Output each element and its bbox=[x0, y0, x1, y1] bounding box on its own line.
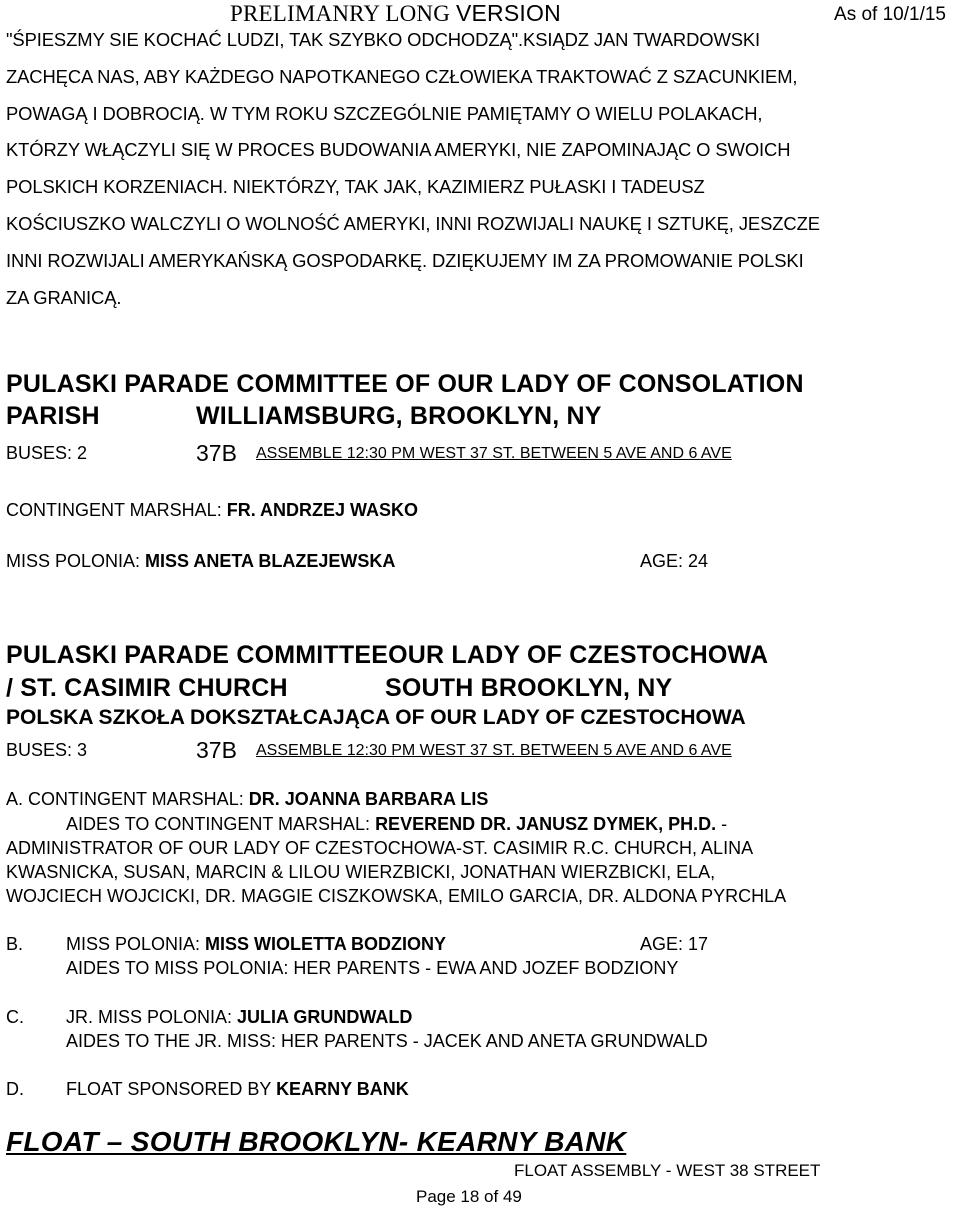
header-date: As of 10/1/15 bbox=[834, 4, 946, 25]
intro-line: ZA GRANICĄ. bbox=[6, 286, 122, 308]
section2-aides-label: AIDES TO CONTINGENT MARSHAL: bbox=[66, 814, 376, 834]
page-number: Page 18 of 49 bbox=[416, 1187, 522, 1206]
section2-c-label: JR. MISS POLONIA: bbox=[66, 1007, 238, 1027]
section1-heading-parish: PARISH bbox=[6, 402, 100, 430]
section2-aides-line: WOJCIECH WOJCICKI, DR. MAGGIE CISZKOWSKA, EMILO GARCIA, DR. ALDONA PYRCHLA bbox=[6, 886, 787, 906]
section2-b-label: MISS POLONIA: bbox=[66, 934, 206, 954]
section1-miss-name: MISS ANETA BLAZEJEWSKA bbox=[145, 551, 396, 571]
section1-miss-age: AGE: 24 bbox=[640, 551, 709, 571]
section2-heading-school: POLSKA SZKOŁA DOKSZTAŁCAJĄCA OF OUR LADY OF CZESTOCHOWA bbox=[6, 706, 746, 729]
header-title-version: VERSION bbox=[455, 0, 561, 26]
section2-aides-name: REVEREND DR. JANUSZ DYMEK, PH.D. bbox=[375, 814, 717, 834]
section1-buses: BUSES: 2 bbox=[6, 443, 88, 463]
float-title: FLOAT – SOUTH BROOKLYN- KEARNY BANK bbox=[6, 1126, 627, 1157]
section1-marshal-label: CONTINGENT MARSHAL: bbox=[6, 500, 227, 520]
section2-a-name: DR. JOANNA BARBARA LIS bbox=[248, 789, 489, 809]
section2-item-b bbox=[66, 934, 446, 955]
float-assembly: FLOAT ASSEMBLY - WEST 38 STREET bbox=[514, 1161, 821, 1180]
section2-buses: BUSES: 3 bbox=[6, 740, 88, 760]
section2-a-label: A. CONTINGENT MARSHAL: bbox=[6, 789, 249, 809]
section1-heading-location: WILLIAMSBURG, BROOKLYN, NY bbox=[196, 402, 602, 430]
section1-heading-line1: PULASKI PARADE COMMITTEE OF OUR LADY OF CONSOLATION bbox=[6, 370, 804, 398]
section2-c-name: JULIA GRUNDWALD bbox=[237, 1007, 413, 1027]
intro-line: KOŚCIUSZKO WALCZYLI O WOLNOŚĆ AMERYKI, INNI ROZWIJALI NAUKĘ I SZTUKĘ, JESZCZE bbox=[6, 212, 820, 234]
section2-heading-location: SOUTH BROOKLYN, NY bbox=[385, 674, 673, 702]
section1-miss-polonia bbox=[6, 551, 395, 572]
section1-marshal-name: FR. ANDRZEJ WASKO bbox=[226, 500, 419, 520]
section2-heading-line1: PULASKI PARADE COMMITTEEOUR LADY OF CZESTOCHOWA bbox=[6, 641, 769, 669]
section1-assemble: ASSEMBLE 12:30 PM WEST 37 ST. BETWEEN 5 AVE AND 6 AVE bbox=[256, 445, 732, 462]
intro-line: INNI ROZWIJALI AMERYKAŃSKĄ GOSPODARKĘ. DZIĘKUJEMY IM ZA PROMOWANIE POLSKI bbox=[6, 249, 804, 271]
section2-aides-line: ADMINISTRATOR OF OUR LADY OF CZESTOCHOWA-ST. CASIMIR R.C. CHURCH, ALINA bbox=[6, 838, 754, 858]
section2-item-d bbox=[66, 1079, 409, 1100]
intro-line: POLSKICH KORZENIACH. NIEKTÓRZY, TAK JAK, KAZIMIERZ PUŁASKI I TADEUSZ bbox=[6, 176, 705, 198]
section2-b-letter: B. bbox=[6, 934, 24, 954]
section1-marshal bbox=[6, 500, 418, 521]
section2-heading-church: / ST. CASIMIR CHURCH bbox=[6, 674, 288, 702]
section2-b-age: AGE: 17 bbox=[640, 934, 709, 954]
section2-aides-dash: - bbox=[716, 814, 728, 834]
header-title-prelim: PRELIMANRY LONG bbox=[230, 1, 456, 26]
section2-assemble: ASSEMBLE 12:30 PM WEST 37 ST. BETWEEN 5 AVE AND 6 AVE bbox=[256, 742, 732, 759]
section2-c-aides: AIDES TO THE JR. MISS: HER PARENTS - JACEK AND ANETA GRUNDWALD bbox=[66, 1031, 708, 1051]
section2-route: 37B bbox=[196, 737, 237, 763]
section2-d-name: KEARNY BANK bbox=[276, 1079, 409, 1099]
intro-line: KTÓRZY WŁĄCZYLI SIĘ W PROCES BUDOWANIA AMERYKI, NIE ZAPOMINAJĄC O SWOICH bbox=[6, 139, 791, 161]
section2-item-a bbox=[6, 789, 488, 810]
section2-d-letter: D. bbox=[6, 1079, 24, 1099]
intro-paragraph bbox=[6, 22, 956, 316]
section2-item-c bbox=[66, 1007, 412, 1028]
section1-route: 37B bbox=[196, 440, 237, 466]
section1-miss-label: MISS POLONIA: bbox=[6, 551, 146, 571]
intro-line: ZACHĘCA NAS, ABY KAŻDEGO NAPOTKANEGO CZŁOWIEKA TRAKTOWAĆ Z SZACUNKIEM, bbox=[6, 65, 798, 87]
section2-d-label: FLOAT SPONSORED BY bbox=[66, 1079, 277, 1099]
intro-line: POWAGĄ I DOBROCIĄ. W TYM ROKU SZCZEGÓLNIE PAMIĘTAMY O WIELU POLAKACH, bbox=[6, 102, 763, 124]
section2-aides-marshal bbox=[66, 814, 727, 835]
section2-c-letter: C. bbox=[6, 1007, 24, 1027]
section2-b-name: MISS WIOLETTA BODZIONY bbox=[205, 934, 447, 954]
section2-aides-line: KWASNICKA, SUSAN, MARCIN & LILOU WIERZBICKI, JONATHAN WIERZBICKI, ELA, bbox=[6, 862, 716, 882]
section2-b-aides: AIDES TO MISS POLONIA: HER PARENTS - EWA AND JOZEF BODZIONY bbox=[66, 958, 679, 978]
intro-line: "ŚPIESZMY SIE KOCHAĆ LUDZI, TAK SZYBKO ODCHODZĄ".KSIĄDZ JAN TWARDOWSKI bbox=[6, 29, 761, 50]
